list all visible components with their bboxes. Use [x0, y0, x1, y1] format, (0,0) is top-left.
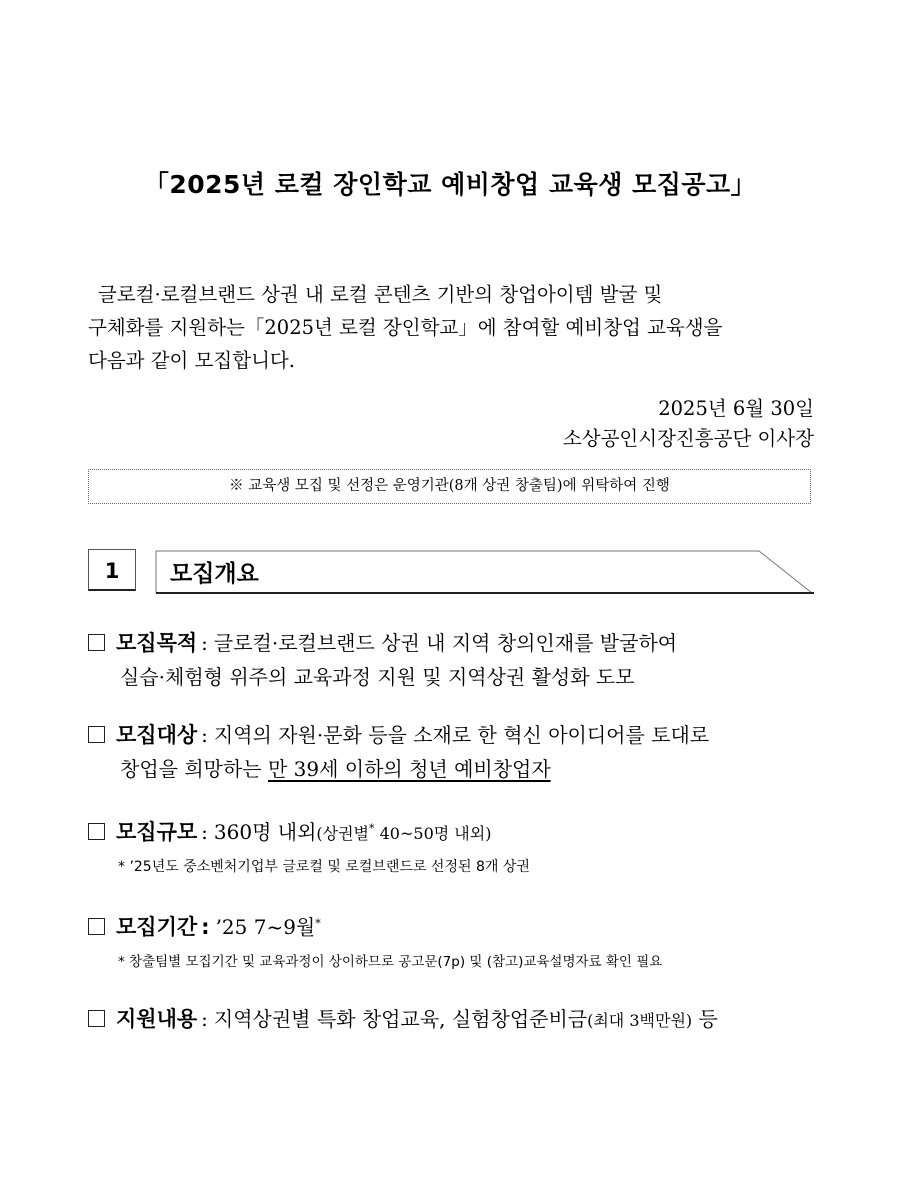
item-text: 지역의 자원·문화 등을 소재로 한 혁신 아이디어를 토대로	[213, 723, 710, 747]
item-purpose	[88, 626, 818, 694]
underlined-eligibility: 만 39세 이하의 청년 예비창업자	[267, 757, 551, 781]
colon: :	[201, 1007, 208, 1031]
footnote-period: * 창출팀별 모집기간 및 교육과정이 상이하므로 공고문(7p) 및 (참고)교육설명자료 확인 필요	[118, 954, 663, 970]
note-box: ※ 교육생 모집 및 선정은 운영기관(8개 상권 창출팀)에 위탁하여 진행	[88, 469, 811, 504]
item-subtext: 40~50명 내외)	[374, 824, 492, 843]
item-text: 지역상권별 특화 창업교육, 실험창업준비금	[213, 1007, 588, 1031]
item-period	[88, 907, 818, 944]
item-subtext: (최대 3백만원)	[587, 1011, 693, 1030]
colon: :	[201, 723, 208, 747]
item-heading: 모집기간	[116, 915, 198, 939]
item-heading: 모집목적	[116, 631, 198, 655]
checkbox-square-icon	[88, 918, 105, 935]
announcement-date: 2025년 6월 30일	[658, 397, 814, 420]
item-text: ’25 7~9월	[215, 915, 316, 939]
checkbox-square-icon	[88, 726, 105, 743]
intro-line-1: 글로컬·로컬브랜드 상권 내 로컬 콘텐츠 기반의 창업아이템 발굴 및	[98, 283, 663, 306]
item-scale	[88, 812, 818, 851]
item-heading: 지원내용	[116, 1007, 198, 1031]
section-number: 1	[88, 549, 136, 591]
checkbox-square-icon	[88, 634, 105, 651]
item-text: 등	[692, 1007, 718, 1031]
item-text: 360명 내외	[213, 820, 317, 844]
item-support	[88, 1002, 818, 1038]
footnote-marker: *	[369, 822, 375, 835]
section-title: 모집개요	[170, 561, 259, 587]
intro-line-2: 구체화를 지원하는「2025년 로컬 장인학교」에 참여할 예비창업 교육생을	[88, 316, 723, 339]
checkbox-square-icon	[88, 823, 105, 840]
intro-paragraph	[88, 278, 813, 377]
footnote-scale: * ’25년도 중소벤처기업부 글로컬 및 로컬브랜드로 선정된 8개 상권	[118, 859, 530, 875]
colon: :	[201, 820, 208, 844]
intro-line-3: 다음과 같이 모집합니다.	[88, 349, 295, 372]
item-text: 글로컬·로컬브랜드 상권 내 지역 창의인재를 발굴하여	[213, 631, 678, 655]
checkbox-square-icon	[88, 1010, 105, 1027]
item-subtext: (상권별	[316, 824, 370, 843]
colon: :	[201, 631, 208, 655]
issuing-organization: 소상공인시장진흥공단 이사장	[562, 427, 814, 450]
footnote-marker: *	[315, 917, 321, 930]
item-text-continued: 실습·체험형 위주의 교육과정 지원 및 지역상권 활성화 도모	[120, 665, 635, 689]
item-text-part: 창업을 희망하는	[120, 757, 268, 781]
item-target	[88, 718, 818, 786]
page-title: 「2025년 로컬 장인학교 예비창업 교육생 모집공고」	[143, 170, 757, 199]
item-heading: 모집규모	[116, 820, 198, 844]
item-text-continued	[88, 752, 818, 786]
item-heading: 모집대상	[116, 723, 198, 747]
colon: :	[201, 915, 210, 939]
